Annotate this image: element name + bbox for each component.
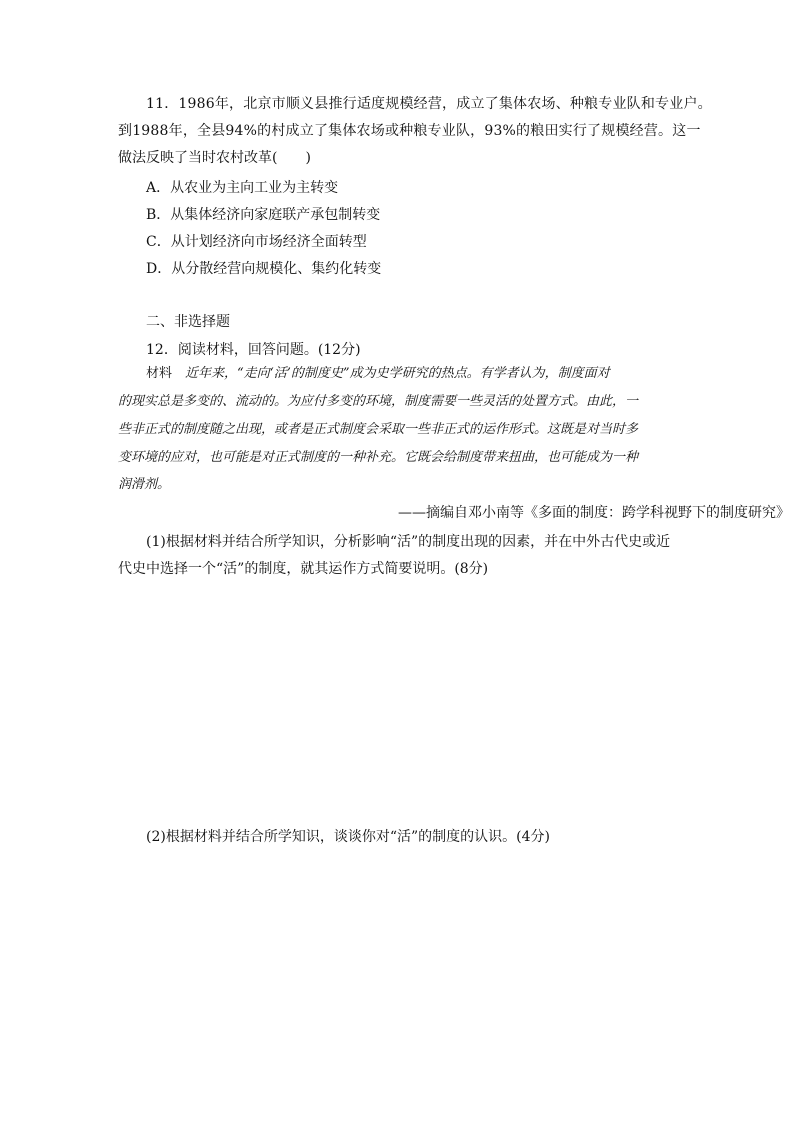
material-line-1-text: 近年来，“走向‘活’的制度史”成为史学研究的热点。有学者认为，制度面对: [172, 366, 610, 381]
material-line-2: 的现实总是多变的、流动的。为应付多变的环境，制度需要一些灵活的处置方式。由此，一: [118, 394, 639, 409]
sub-question-2: (2)根据材料并结合所学知识，谈谈你对“活”的制度的认识。(4分): [146, 829, 550, 845]
material-line-1: [146, 364, 706, 384]
question-11-option-b: B．从集体经济向家庭联产承包制转变: [146, 207, 381, 223]
section-2-title: 二、非选择题: [146, 314, 230, 330]
material-line-5: 润滑剂。: [118, 477, 171, 492]
question-11-line-2: 到1988年，全县94%的村成立了集体农场或种粮专业队，93%的粮田实行了规模经营。这一: [118, 123, 701, 139]
material-line-3: 些非正式的制度随之出现，或者是正式制度会采取一些非正式的运作形式。这既是对当时多: [118, 422, 639, 437]
question-11-option-c: C．从计划经济向市场经济全面转型: [146, 234, 367, 250]
question-11-option-d: D．从分散经营向规模化、集约化转变: [146, 261, 382, 277]
question-12-stem: 12．阅读材料，回答问题。(12分): [146, 342, 361, 358]
material-line-4: 变环境的应对，也可能是对正式制度的一种补充。它既会给制度带来扭曲，也可能成为一种: [118, 450, 639, 465]
sub-question-1-line-2: 代史中选择一个“活”的制度，就其运作方式简要说明。(8分): [118, 561, 489, 577]
sub-question-1-line-1: (1)根据材料并结合所学知识，分析影响“活”的制度出现的因素，并在中外古代史或近: [146, 534, 671, 550]
question-11-option-a: A．从农业为主向工业为主转变: [146, 180, 339, 196]
question-11-line-1: 11．1986年，北京市顺义县推行适度规模经营，成立了集体农场、种粮专业队和专业户。: [146, 96, 712, 112]
question-11-line-3: 做法反映了当时农村改革( ): [118, 150, 311, 166]
material-label: 材料: [146, 366, 173, 381]
material-source: ——摘编自邓小南等《多面的制度：跨学科视野下的制度研究》: [398, 505, 790, 521]
